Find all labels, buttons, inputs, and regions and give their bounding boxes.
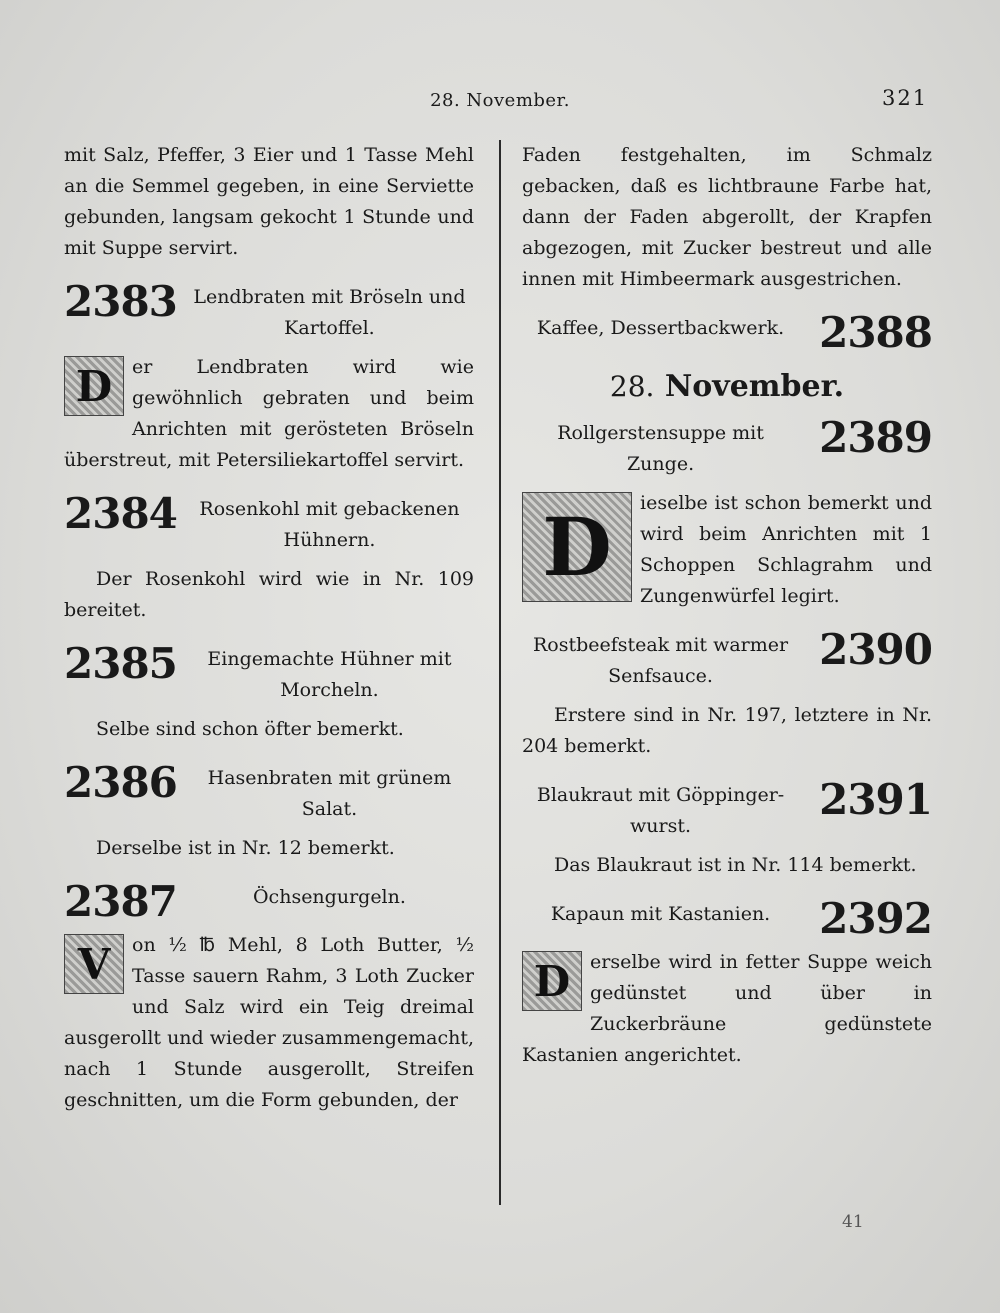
recipe-2392 [522,894,932,1071]
decorated-initial-icon: V [64,934,124,994]
recipe-2391 [522,775,932,881]
recipe-title: Rostbeefsteak mit warmer Senfsauce. [532,634,789,687]
column-divider [499,140,501,1205]
recipe-2389 [522,413,932,612]
recipe-number: 2391 [819,775,932,824]
recipe-number: 2390 [819,625,932,674]
recipe-body: on ½ ℔ Mehl, 8 Loth Butter, ½ Tasse sauern Rahm, 3 Loth Zucker und Salz wird ein Teig dreimal ausgerollt und wieder zusammengemacht, nach 1 Stunde ausgerollt, Streifen geschnitten, um die Form gebunden, der [64,934,475,1111]
left-column [64,140,474,1116]
recipe-number: 2387 [64,877,177,926]
date-heading [522,369,932,404]
recipe-2384 [64,489,474,626]
recipe-number: 2385 [64,639,177,688]
recipe-body: ieselbe ist schon bemerkt und wird beim Anrichten mit 1 Schoppen Schlagrahm und Zungenwürfel legirt. [640,492,932,607]
recipe-2386 [64,758,474,864]
page-number: 321 [882,86,929,110]
recipe-title: Kaffee, Dessertbackwerk. [536,317,785,339]
recipe-body: Selbe sind schon öfter bemerkt. [96,718,404,740]
recipe-body: erselbe wird in fetter Suppe weich gedünstet und über in Zuckerbräune gedünstete Kastanien angerichtet. [522,951,932,1066]
recipe-title: Eingemachte Hühner mit Morcheln. [207,648,452,701]
decorated-initial-icon: D [64,356,124,416]
recipe-title: Öchsengurgeln. [252,886,406,908]
recipe-title: Lendbraten mit Bröseln und Kartoffel. [193,286,466,339]
decorated-initial-icon: D [522,951,582,1011]
recipe-title: Kapaun mit Kastanien. [550,903,771,925]
recipe-number: 2384 [64,489,177,538]
continuation-text: mit Salz, Pfeffer, 3 Eier und 1 Tasse Mehl an die Semmel gegeben, in eine Serviette gebunden, langsam gekocht 1 Stunde und mit Suppe servirt. [64,144,474,259]
date-day: 28. [609,370,655,403]
right-column [522,140,932,1071]
continuation-text: Faden festgehalten, im Schmalz gebacken, daß es lichtbraune Farbe hat, dann der Faden abgerollt, der Krapfen abgezogen, mit Zucker bestreut und alle innen mit Himbeermark ausgestrichen. [522,144,932,290]
recipe-number: 2392 [819,894,932,943]
recipe-body: Derselbe ist in Nr. 12 bemerkt. [96,837,395,859]
recipe-title: Blaukraut mit Göppinger-wurst. [536,784,785,837]
recipe-body: Erstere sind in Nr. 197, letztere in Nr. 204 bemerkt. [522,704,932,757]
running-header: 28. November. [430,90,570,111]
recipe-number: 2386 [64,758,177,807]
recipe-2388 [522,308,932,357]
recipe-2383 [64,277,474,476]
recipe-title: Rollgerstensuppe mit Zunge. [557,422,764,475]
recipe-title: Rosenkohl mit gebackenen Hühnern. [199,498,460,551]
recipe-number: 2383 [64,277,177,326]
recipe-number: 2388 [819,308,932,357]
recipe-number: 2389 [819,413,932,462]
recipe-2387 [64,877,475,1116]
decorated-initial-icon: D [522,492,632,602]
signature-mark: 41 [842,1212,864,1232]
recipe-body: er Lendbraten wird wie gewöhnlich gebraten und beim Anrichten mit gerösteten Bröseln überstreut, mit Petersiliekartoffel servirt. [64,356,474,471]
recipe-2390 [522,625,932,762]
recipe-body: Das Blaukraut ist in Nr. 114 bemerkt. [554,854,917,876]
recipe-title: Hasenbraten mit grünem Salat. [207,767,452,820]
date-month: November. [664,369,845,404]
recipe-body: Der Rosenkohl wird wie in Nr. 109 bereitet. [64,568,474,621]
recipe-2385 [64,639,474,745]
